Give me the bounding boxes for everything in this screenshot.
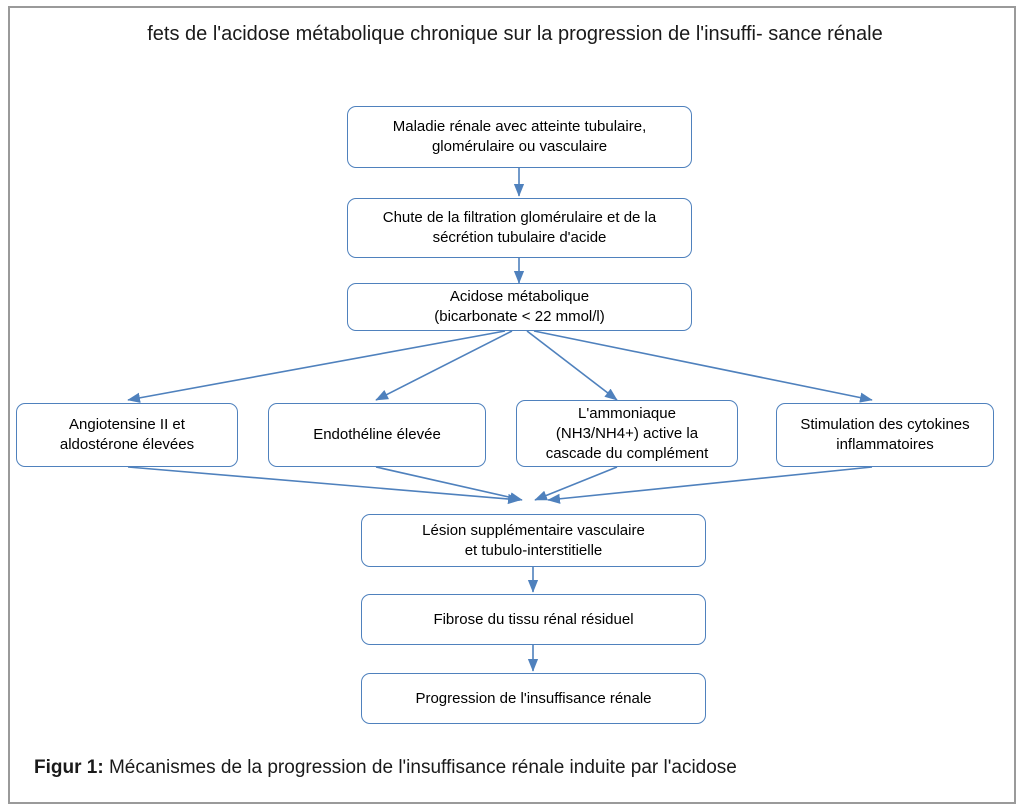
node-line: (bicarbonate < 22 mmol/l) xyxy=(434,308,605,325)
figure-caption-text: Mécanismes de la progression de l'insuffisance rénale induite par l'acidose xyxy=(103,757,737,778)
node-line: Progression de l'insuffisance rénale xyxy=(415,689,652,707)
figure-title xyxy=(120,20,910,49)
node-line: (NH3/NH4+) active la xyxy=(555,424,699,442)
node-line: glomérulaire ou vasculaire xyxy=(431,138,608,155)
node-line: Fibrose du tissu rénal résiduel xyxy=(433,610,634,628)
node-line: cascade du complément xyxy=(545,444,709,462)
node-cytokines-inflammatoires xyxy=(776,403,994,467)
node-line: Angiotensine II et xyxy=(69,416,185,433)
node-fibrose-tissu-renal xyxy=(361,594,706,645)
node-angiotensine-aldosterone xyxy=(16,403,238,467)
node-maladie-renale xyxy=(347,106,692,168)
node-acidose-metabolique xyxy=(347,283,692,331)
figure-title-line-1: fets de l'acidose métabolique chronique sur la progression de l'insuffi- xyxy=(147,23,763,45)
node-line: Endothéline élevée xyxy=(313,426,441,443)
figure-caption-label: Figur 1: xyxy=(34,757,104,778)
node-line: Maladie rénale avec atteinte tubulaire, xyxy=(392,118,647,135)
node-chute-filtration xyxy=(347,198,692,258)
node-line: Stimulation des cytokines xyxy=(800,416,970,433)
node-lesion-supplementaire xyxy=(361,514,706,567)
node-line: et tubulo-interstitielle xyxy=(464,541,603,559)
node-line: Lésion supplémentaire vasculaire xyxy=(422,521,645,539)
figure-caption xyxy=(34,757,984,779)
node-line: sécrétion tubulaire d'acide xyxy=(432,229,607,246)
node-line: Acidose métabolique xyxy=(449,288,590,305)
node-progression-insuffisance xyxy=(361,673,706,724)
node-line: Chute de la filtration glomérulaire et de la xyxy=(382,209,657,226)
node-line: inflammatoires xyxy=(836,436,934,453)
node-ammoniaque-complement xyxy=(516,400,738,467)
figure-title-line-2: sance rénale xyxy=(768,23,883,45)
node-line: aldostérone élevées xyxy=(59,436,195,453)
node-endotheline-elevee xyxy=(268,403,486,467)
node-line: L'ammoniaque xyxy=(578,404,676,422)
